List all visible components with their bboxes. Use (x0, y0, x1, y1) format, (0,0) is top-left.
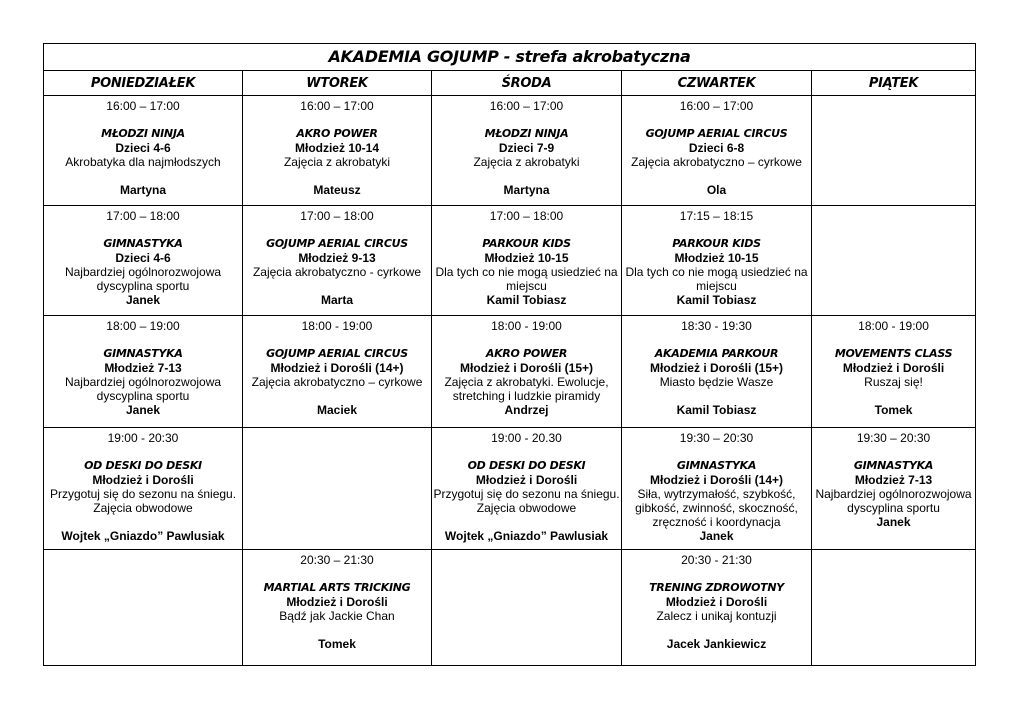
class-cell (432, 316, 622, 428)
class-cell (432, 428, 622, 550)
class-time: 20:30 – 21:30 (300, 553, 374, 567)
class-cell (812, 316, 976, 428)
title-cell (44, 44, 976, 71)
class-group: Dzieci 4-6 (115, 251, 171, 265)
class-cell (243, 96, 432, 206)
class-instructor: Andrzej (504, 403, 549, 417)
class-group: Młodzież 9-13 (298, 251, 376, 265)
class-description: Akrobatyka dla najmłodszych (65, 155, 221, 169)
class-description: Zajęcia akrobatyczno - cyrkowe (252, 265, 422, 279)
class-group: Młodzież 10-15 (674, 251, 759, 265)
class-name: PARKOUR KIDS (672, 237, 761, 250)
class-time: 19:00 - 20:30 (107, 431, 179, 445)
class-name: GIMNASTYKA (103, 347, 183, 360)
class-name: GIMNASTYKA (676, 459, 757, 472)
class-instructor: Jacek Jankiewicz (666, 637, 767, 651)
class-time: 18:30 - 19:30 (681, 319, 752, 333)
class-group: Dzieci 7-9 (498, 141, 555, 155)
class-time: 16:00 – 17:00 (679, 99, 754, 113)
day-header-friday: PIĄTEK (812, 71, 976, 96)
class-time: 18:00 - 19:00 (858, 319, 929, 333)
class-cell (812, 428, 976, 550)
class-group: Młodzież 10-15 (484, 251, 569, 265)
empty-cell (812, 96, 976, 206)
class-time: 16:00 – 17:00 (489, 99, 564, 113)
class-group: Młodzież 10-14 (294, 141, 380, 155)
class-group: Młodzież i Dorośli (842, 361, 945, 375)
class-group: Dzieci 4-6 (115, 141, 171, 155)
schedule-row (44, 316, 976, 428)
class-group: Młodzież i Dorośli (665, 595, 768, 609)
class-instructor: Tomek (874, 403, 913, 417)
class-time: 19:30 – 20:30 (856, 431, 931, 445)
class-description: Najbardziej ogólnorozwojowa dyscyplina sportu (815, 487, 972, 515)
class-cell (622, 428, 812, 550)
class-time: 17:00 – 18:00 (489, 209, 564, 223)
class-description: Zajęcia akrobatyczno – cyrkowe (251, 375, 423, 389)
class-group: Młodzież i Dorośli (15+) (649, 361, 784, 375)
class-cell (622, 316, 812, 428)
class-name: AKADEMIA PARKOUR (654, 347, 779, 360)
class-name: OD DESKI DO DESKI (467, 459, 586, 472)
class-name: MARTIAL ARTS TRICKING (263, 581, 411, 594)
class-name: MOVEMENTS CLASS (834, 347, 953, 360)
empty-cell (44, 550, 243, 666)
schedule-row (44, 550, 976, 666)
class-description: Przygotuj się do sezonu na śniegu. Zajęcia obwodowe (49, 487, 237, 515)
schedule-row (44, 96, 976, 206)
class-instructor: Kamil Tobiasz (676, 403, 757, 417)
class-name: PARKOUR KIDS (482, 237, 571, 250)
class-group: Młodzież 7-13 (854, 473, 933, 487)
class-instructor: Kamil Tobiasz (676, 293, 757, 307)
day-header-monday: PONIEDZIAŁEK (44, 71, 243, 96)
class-cell (44, 316, 243, 428)
class-time: 16:00 – 17:00 (300, 99, 374, 113)
schedule-row (44, 428, 976, 550)
class-time: 20:30 - 21:30 (681, 553, 752, 567)
day-header-thursday: CZWARTEK (622, 71, 812, 96)
class-group: Młodzież i Dorośli (15+) (459, 361, 594, 375)
class-group: Młodzież i Dorośli (14+) (649, 473, 784, 487)
schedule-table (43, 43, 976, 666)
class-name: MŁODZI NINJA (101, 127, 185, 140)
class-cell (44, 206, 243, 316)
class-instructor: Wojtek „Gniazdo” Pawlusiak (61, 529, 225, 543)
class-instructor: Kamil Tobiasz (486, 293, 567, 307)
class-cell (432, 206, 622, 316)
class-time: 16:00 – 17:00 (106, 99, 180, 113)
class-name: GOJUMP AERIAL CIRCUS (266, 237, 408, 250)
class-cell (622, 96, 812, 206)
schedule-row (44, 206, 976, 316)
class-instructor: Janek (699, 529, 734, 543)
class-time: 19:30 – 20:30 (679, 431, 754, 445)
class-group: Dzieci 6-8 (688, 141, 745, 155)
day-header-wednesday: ŚRODA (432, 71, 622, 96)
class-time: 18:00 - 19:00 (301, 319, 373, 333)
class-name: GOJUMP AERIAL CIRCUS (645, 127, 788, 140)
class-time: 17:00 – 18:00 (300, 209, 374, 223)
class-time: 18:00 - 19:00 (491, 319, 562, 333)
class-name: GIMNASTYKA (103, 237, 183, 250)
class-group: Młodzież i Dorośli (92, 473, 194, 487)
schedule-body (44, 96, 976, 666)
class-instructor: Janek (125, 293, 161, 307)
class-name: AKRO POWER (296, 127, 378, 140)
class-description: Zajęcia akrobatyczno – cyrkowe (631, 155, 802, 169)
class-description: Miasto będzie Wasze (659, 375, 774, 389)
class-instructor: Wojtek „Gniazdo” Pawlusiak (444, 529, 609, 543)
class-description: Bądź jak Jackie Chan (279, 609, 395, 623)
class-name: MŁODZI NINJA (484, 127, 569, 140)
class-description: Zajęcia z akrobatyki. Ewolucje, stretching i ludzkie piramidy (444, 375, 609, 403)
class-description: Ruszaj się! (864, 375, 923, 389)
class-description: Najbardziej ogólnorozwojowa dyscyplina sportu (64, 375, 222, 403)
class-name: OD DESKI DO DESKI (84, 459, 202, 472)
day-header-tuesday: WTOREK (243, 71, 432, 96)
class-description: Dla tych co nie mogą usiedzieć na miejscu (435, 265, 618, 293)
class-time: 18:00 – 19:00 (106, 319, 180, 333)
class-time: 17:15 – 18:15 (679, 209, 754, 223)
day-header-row (44, 71, 976, 96)
class-instructor: Martyna (119, 183, 166, 197)
class-group: Młodzież 7-13 (104, 361, 182, 375)
class-instructor: Mateusz (313, 183, 361, 197)
empty-cell (812, 206, 976, 316)
class-instructor: Martyna (503, 183, 550, 197)
empty-cell (432, 550, 622, 666)
class-group: Młodzież i Dorośli (475, 473, 578, 487)
class-instructor: Marta (320, 293, 353, 307)
class-group: Młodzież i Dorośli (286, 595, 388, 609)
class-description: Siła, wytrzymałość, szybkość, gibkość, zwinność, skoczność, zręczność i koordynacja (635, 487, 798, 529)
class-cell (243, 206, 432, 316)
class-description: Przygotuj się do sezonu na śniegu. Zajęcia obwodowe (433, 487, 620, 515)
class-description: Dla tych co nie mogą usiedzieć na miejscu (625, 265, 808, 293)
class-name: AKRO POWER (485, 347, 568, 360)
class-name: GOJUMP AERIAL CIRCUS (266, 347, 408, 360)
class-cell (44, 428, 243, 550)
class-time: 19:00 - 20.30 (491, 431, 562, 445)
empty-cell (243, 428, 432, 550)
class-instructor: Tomek (318, 637, 356, 651)
class-cell (622, 206, 812, 316)
class-cell (432, 96, 622, 206)
class-group: Młodzież i Dorośli (14+) (270, 361, 404, 375)
class-time: 17:00 – 18:00 (106, 209, 180, 223)
class-name: TRENING ZDROWOTNY (649, 581, 784, 594)
class-instructor: Maciek (316, 403, 358, 417)
class-description: Zalecz i unikaj kontuzji (656, 609, 777, 623)
schedule-title: AKADEMIA GOJUMP - strefa akrobatyczna (328, 47, 691, 66)
class-name: GIMNASTYKA (853, 459, 934, 472)
class-instructor: Janek (125, 403, 161, 417)
class-cell (243, 316, 432, 428)
class-cell (243, 550, 432, 666)
class-description: Najbardziej ogólnorozwojowa dyscyplina sportu (64, 265, 222, 293)
class-cell (622, 550, 812, 666)
class-instructor: Janek (876, 515, 911, 529)
class-cell (44, 96, 243, 206)
class-description: Zajęcia z akrobatyki (473, 155, 580, 169)
class-instructor: Ola (706, 183, 727, 197)
empty-cell (812, 550, 976, 666)
class-description: Zajęcia z akrobatyki (283, 155, 391, 169)
